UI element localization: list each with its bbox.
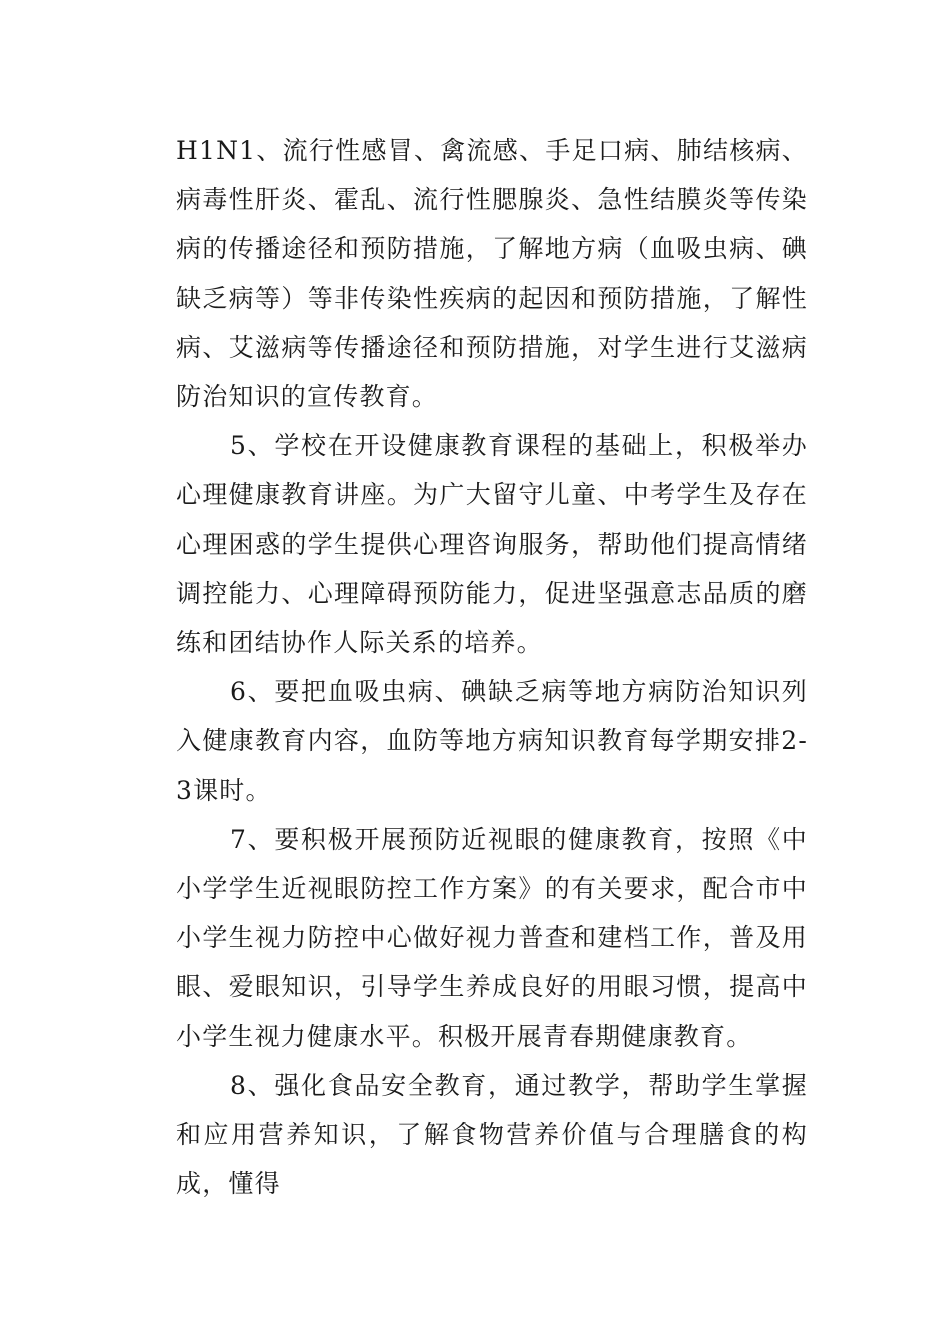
paragraph-item-7: 7、要积极开展预防近视眼的健康教育，按照《中小学学生近视眼防控工作方案》的有关要求，配合市中小学生视力防控中心做好视力普查和建档工作，普及用眼、爱眼知识，引导学生养成良好的用眼习惯，提高中小学生视力健康水平。积极开展青春期健康教育。 (176, 824, 808, 1051)
document-body (176, 126, 808, 1208)
paragraph-item-5: 5、学校在开设健康教育课程的基础上，积极举办心理健康教育讲座。为广大留守儿童、中考学生及存在心理困惑的学生提供心理咨询服务，帮助他们提高情绪调控能力、心理障碍预防能力，促进坚强意志品质的磨练和团结协作人际关系的培养。 (176, 431, 808, 658)
paragraph-item-8: 8、强化食品安全教育，通过教学，帮助学生掌握和应用营养知识，了解食物营养价值与合理膳食的构成，懂得 (176, 1070, 808, 1199)
paragraph-item-6: 6、要把血吸虫病、碘缺乏病等地方病防治知识列入健康教育内容，血防等地方病知识教育每学期安排2-3课时。 (176, 677, 808, 805)
paragraph-continued: H1N1、流行性感冒、禽流感、手足口病、肺结核病、病毒性肝炎、霍乱、流行性腮腺炎、急性结膜炎等传染病的传播途径和预防措施，了解地方病（血吸虫病、碘缺乏病等）等非传染性疾病的起因和预防措施，了解性病、艾滋病等传播途径和预防措施，对学生进行艾滋病防治知识的宣传教育。 (176, 136, 808, 412)
